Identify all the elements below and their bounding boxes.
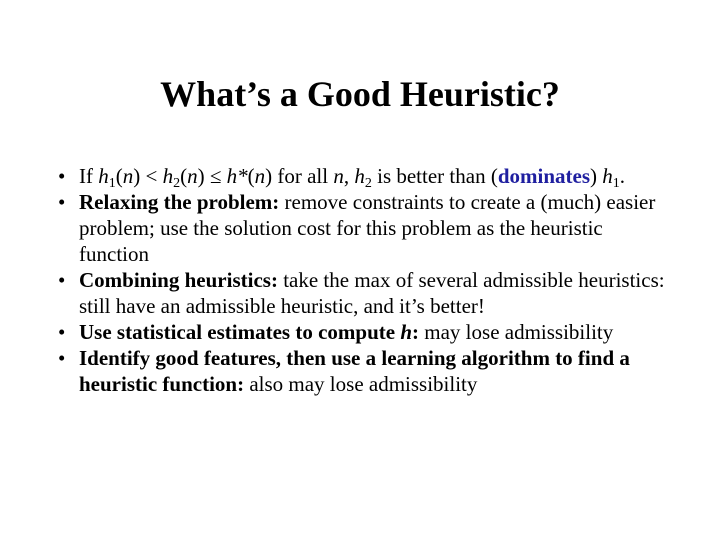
bullet-text: Combining heuristics: take the max of several admissible heuristics: still have an admissible heuristic, and it’s better! (79, 268, 665, 318)
bullet-icon: • (58, 268, 66, 292)
bullet-item-dominance (56, 163, 676, 189)
bullet-text: Identify good features, then use a learning algorithm to find a heuristic function: also may lose admissibility (79, 346, 630, 396)
bullet-list (56, 163, 676, 397)
bullet-text: Relaxing the problem: remove constraints to create a (much) easier problem; use the solution cost for this problem as the heuristic function (79, 190, 656, 266)
bullet-icon: • (58, 346, 66, 370)
dominates-term: dominates (497, 164, 591, 188)
bullet-icon: • (58, 164, 66, 188)
bullet-icon: • (58, 320, 66, 344)
bullet-text: Use statistical estimates to compute h: may lose admissibility (79, 320, 614, 344)
bullet-item-relaxing (56, 189, 676, 267)
bullet-text: If $h_1(n) < h_2(n) \le h*(n)$ for all n, $h_2$ is better than (dominates) $h_1$. (79, 164, 626, 191)
bullet-item-combining (56, 267, 676, 319)
slide-title: What’s a Good Heuristic? (160, 74, 560, 114)
bullet-item-features (56, 345, 676, 397)
bullet-icon: • (58, 190, 66, 214)
bullet-item-statistical (56, 319, 676, 345)
